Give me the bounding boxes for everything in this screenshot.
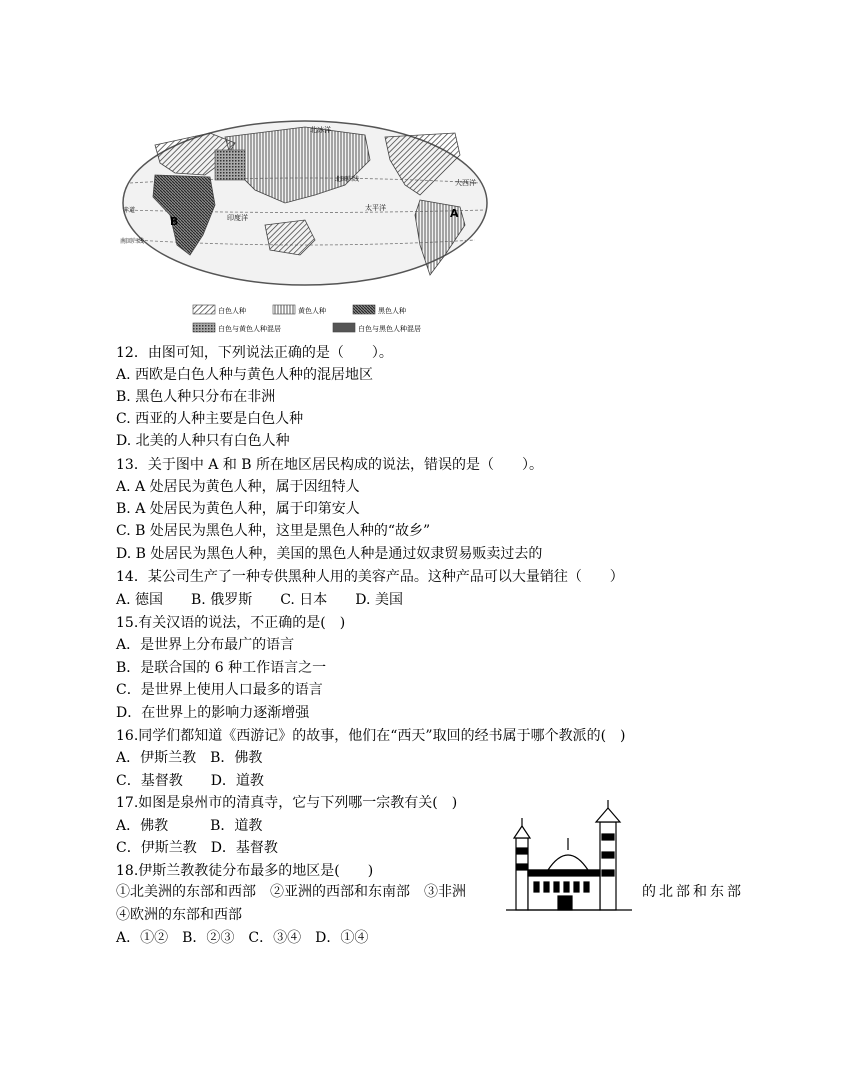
ocean-label-arctic: 北冰洋 [310,126,331,134]
legend-yellow: 黄色人种 [298,307,326,315]
question-13: 13．关于图中 A 和 B 所在地区居民构成的说法，错误的是（ ）。 [116,457,544,473]
q18-statement-2: ④欧洲的东部和西部 [116,907,242,923]
q15-option-a: A．是世界上分布最广的语言 [116,637,295,653]
question-12: 12．由图可知，下列说法正确的是（ ）。 [116,345,393,361]
question-15: 15.有关汉语的说法，不正确的是( ) [116,615,346,631]
equator-label: 赤道 [123,207,136,214]
mosque-illustration [506,800,632,912]
ocean-label-pacific: 太平洋 [365,204,386,212]
legend-white-yellow: 白色与黄色人种混居 [218,325,281,333]
q17-options-ab: A．佛教 B．道教 [116,818,263,834]
ocean-label-atlantic: 大西洋 [455,179,476,187]
legend-white: 白色人种 [218,307,246,315]
tropic-south-label: 南回归线 [120,238,145,245]
q12-option-c: C. 西亚的人种主要是白色人种 [116,411,304,427]
q18-statement-1: ①北美洲的东部和西部 ②亚洲的西部和东南部 ③非洲 [116,884,466,900]
tropic-north-label: 北回归线 [335,176,360,183]
point-label-a: A [450,207,459,220]
q14-options: A. 德国 B. 俄罗斯 C. 日本 D. 美国 [116,592,403,608]
question-18: 18.伊斯兰教教徒分布最多的地区是( ) [116,863,374,879]
world-race-distribution-map [115,115,495,340]
q12-option-d: D. 北美的人种只有白色人种 [116,433,290,449]
q13-option-b: B. A 处居民为黄色人种，属于印第安人 [116,501,360,517]
q13-option-d: D. B 处居民为黑色人种，美国的黑色人种是通过奴隶贸易贩卖过去的 [116,546,543,562]
question-16: 16.同学们都知道《西游记》的故事，他们在“西天”取回的经书属于哪个教派的( ) [116,728,626,744]
q17-options-cd: C．伊斯兰教 D．基督教 [116,840,278,856]
question-14: 14．某公司生产了一种专供黑种人用的美容产品。这种产品可以大量销往（ ） [116,569,624,585]
question-17: 17.如图是泉州市的清真寺，它与下列哪一宗教有关( ) [116,795,458,811]
q12-option-a: A. 西欧是白色人种与黄色人种的混居地区 [116,367,374,383]
q13-option-a: A. A 处居民为黄色人种，属于因纽特人 [116,479,360,495]
q16-options-ab: A．伊斯兰教 B．佛教 [116,750,263,766]
legend-black: 黑色人种 [378,307,406,315]
q16-options-cd: C．基督教 D．道教 [116,773,264,789]
map-legend [193,305,421,333]
q15-option-d: D．在世界上的影响力逐渐增强 [116,705,310,721]
q18-statement-tail: 的北部和东部 [642,884,744,900]
q18-options: A．①② B．②③ C．③④ D．①④ [116,930,369,946]
q15-option-c: C．是世界上使用人口最多的语言 [116,682,323,698]
ocean-label-indian: 印度洋 [227,214,248,222]
q12-option-b: B. 黑色人种只分布在非洲 [116,389,276,405]
q13-option-c: C. B 处居民为黑色人种，这里是黑色人种的“故乡” [116,523,431,539]
q15-option-b: B．是联合国的 6 种工作语言之一 [116,660,327,676]
point-label-b: B [170,215,179,228]
legend-white-black: 白色与黑色人种混居 [358,325,421,333]
